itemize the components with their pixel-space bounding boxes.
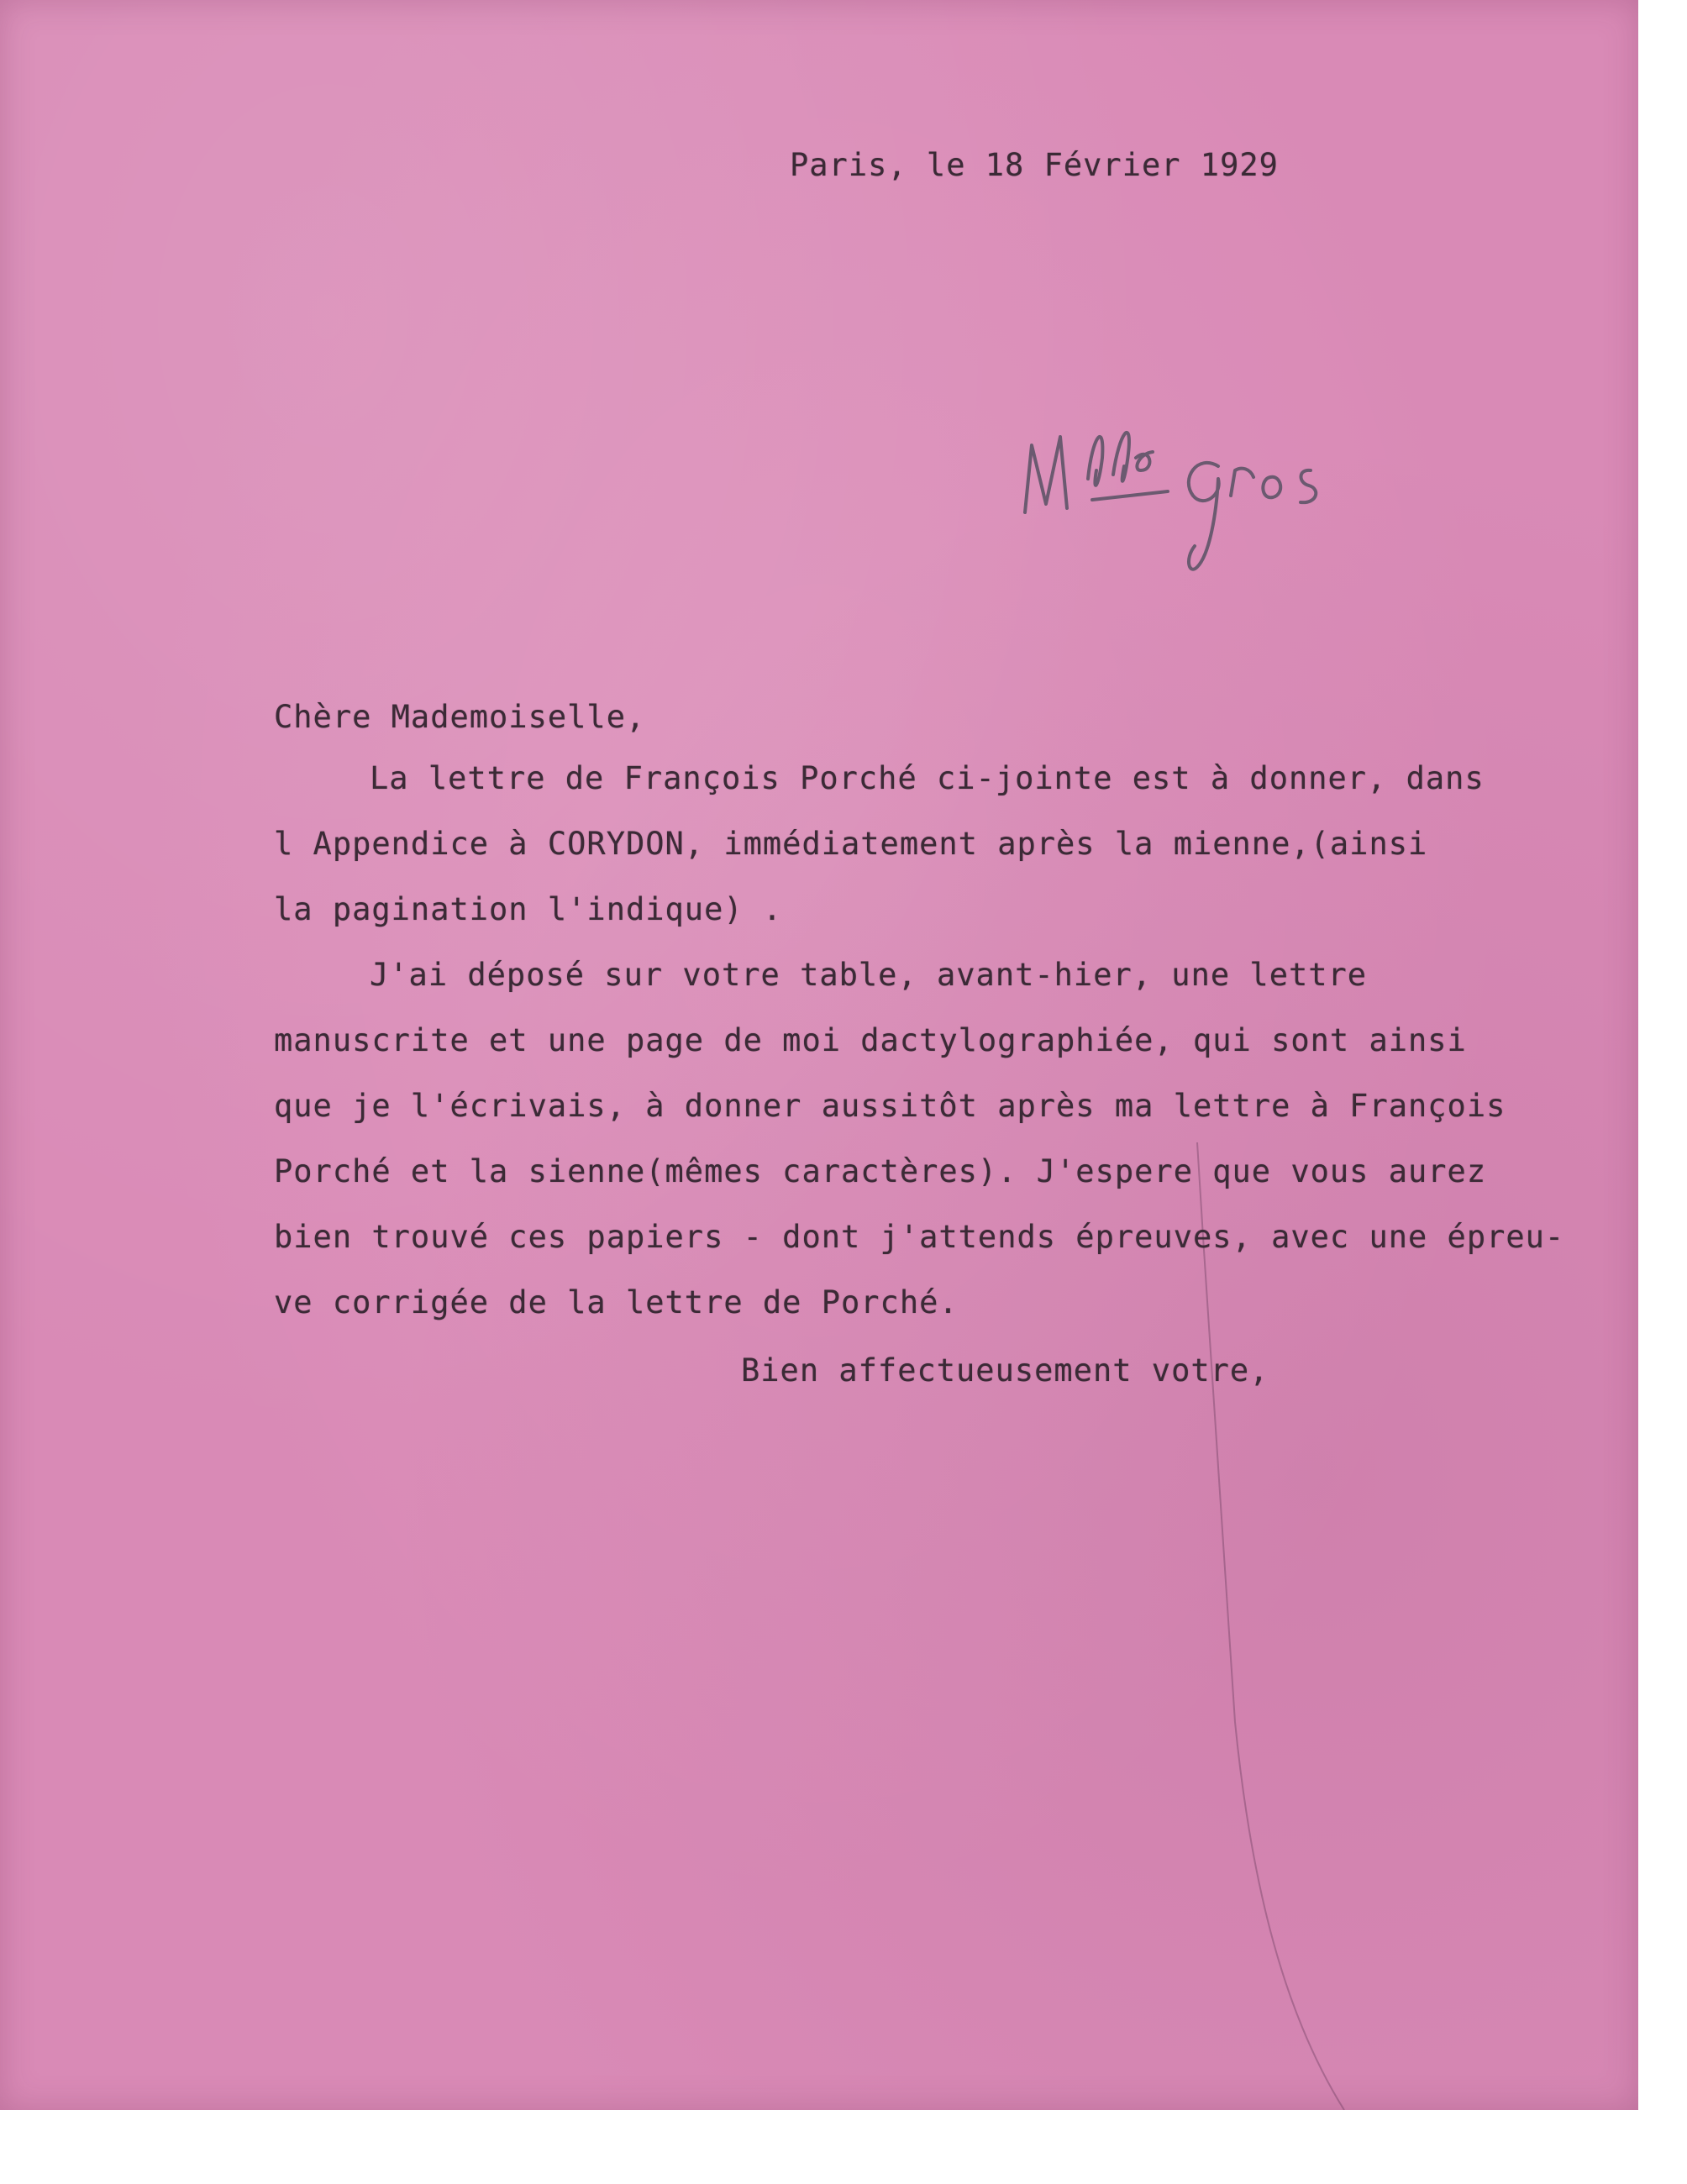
body-line-7: Porché et la sienne(mêmes caractères). J'espere que vous aurez [274, 1153, 1487, 1189]
body-line-9: ve corrigée de la lettre de Porché. [274, 1284, 959, 1320]
salutation: Chère Mademoiselle, [274, 699, 646, 735]
body-line-4: J'ai déposé sur votre table, avant-hier, une lettre [370, 957, 1368, 993]
body-line-3: la pagination l'indique) . [274, 891, 783, 927]
closing: Bien affectueusement votre, [741, 1352, 1269, 1389]
body-line-1: La lettre de François Porché ci-jointe est à donner, dans [370, 760, 1485, 796]
body-line-5: manuscrite et une page de moi dactylographiée, qui sont ainsi [274, 1022, 1467, 1058]
date-line: Paris, le 18 Février 1929 [790, 147, 1279, 183]
handwritten-annotation [1008, 386, 1361, 605]
body-line-2: l Appendice à CORYDON, immédiatement après la mienne,(ainsi [274, 826, 1428, 862]
body-line-6: que je l'écrivais, à donner aussitôt après ma lettre à François [274, 1088, 1506, 1124]
body-line-8: bien trouvé ces papiers - dont j'attends épreuves, avec une épreu- [274, 1219, 1565, 1255]
